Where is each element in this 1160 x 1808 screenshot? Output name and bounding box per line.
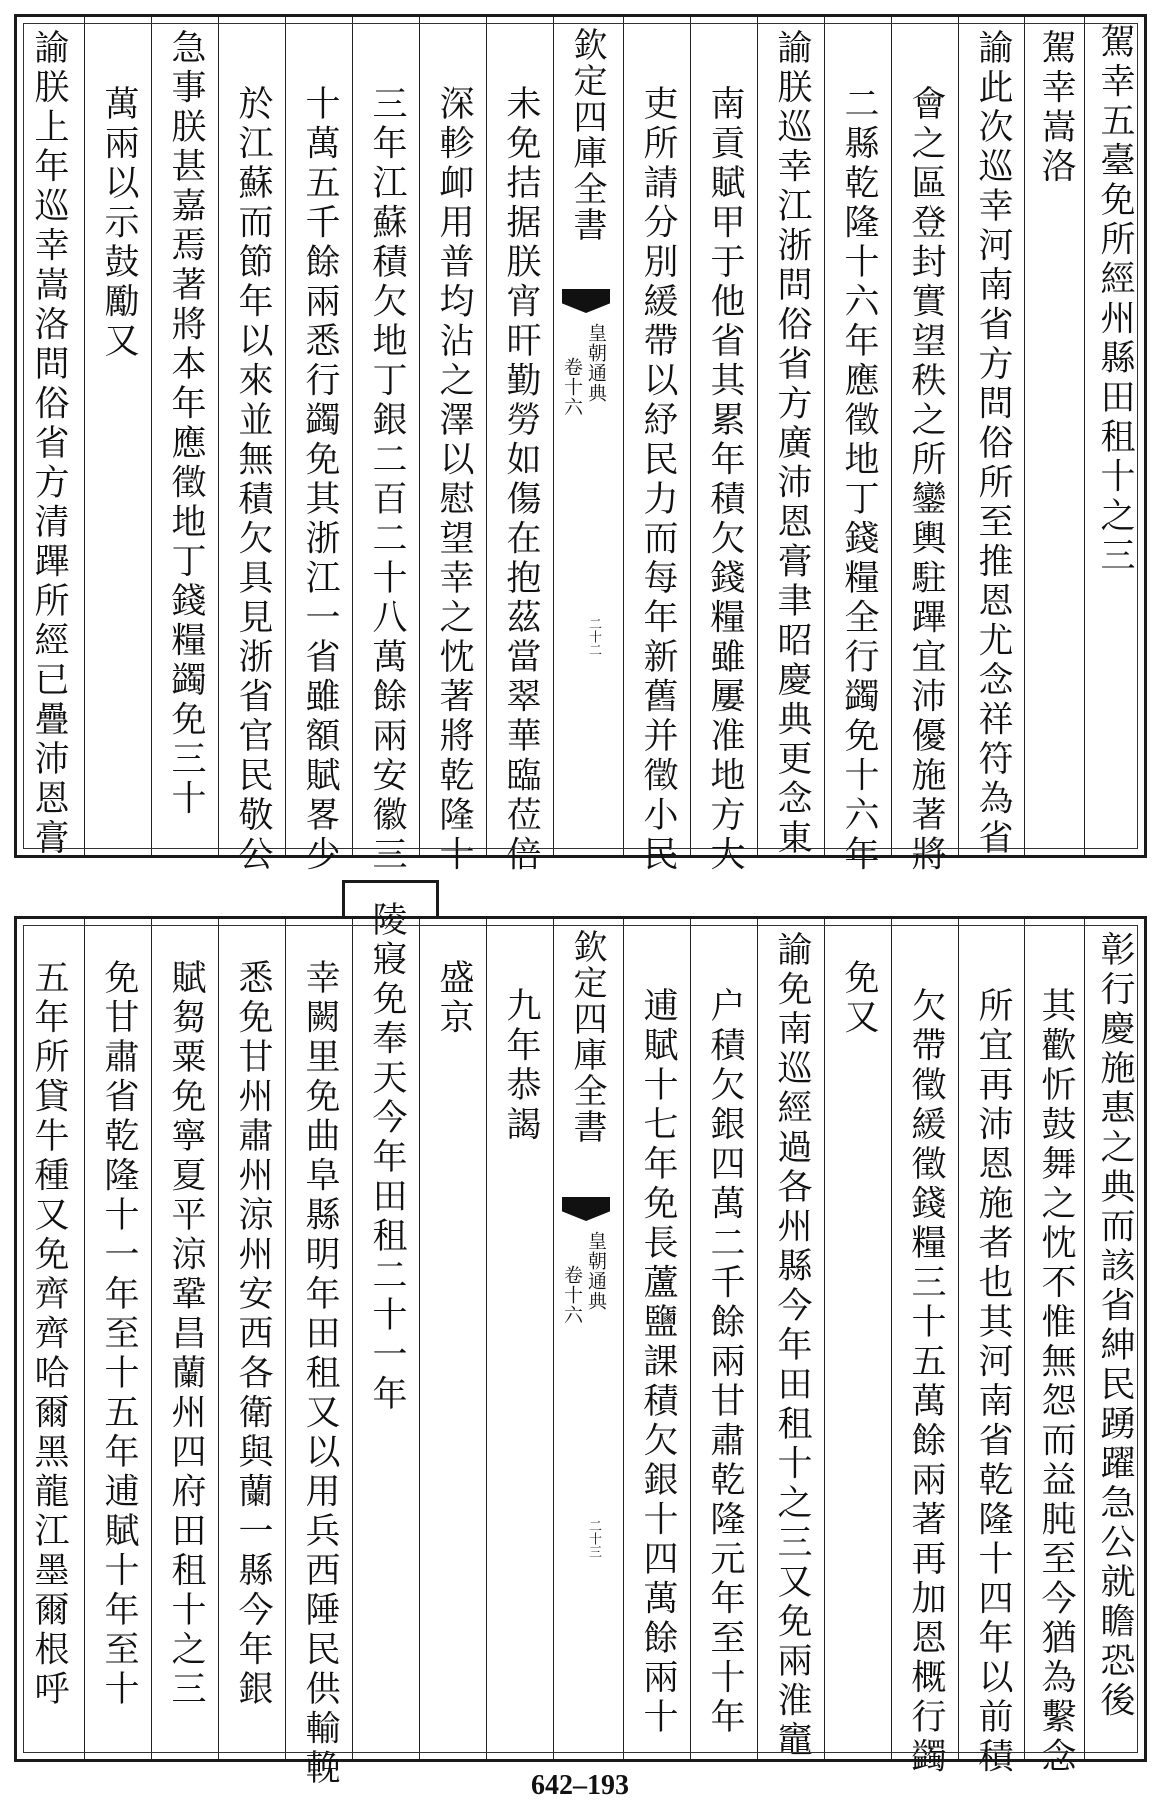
text-column <box>352 17 419 875</box>
text-column <box>486 17 553 875</box>
column-text: 免甘肅省乾隆十一年至十五年逋賦十年至十 <box>99 959 139 1710</box>
column-text: 三年江蘇積欠地丁銀二百二十八萬餘兩安徽三 <box>367 85 407 875</box>
top-page <box>14 14 1147 875</box>
text-column <box>1084 17 1144 855</box>
text-column <box>690 17 757 875</box>
gutter-volume: 卷十六 <box>561 1265 583 1325</box>
text-column <box>958 919 1024 1777</box>
text-column <box>757 919 824 1759</box>
text-column <box>1024 17 1084 855</box>
column-text: 逋賦十七年免長蘆鹽課積欠銀十四萬餘兩十 <box>638 987 678 1738</box>
text-column <box>1084 919 1144 1759</box>
column-text: 深軫卹用普均沾之澤以慰望幸之忱著將乾隆十 <box>434 85 474 875</box>
gutter-volume: 卷十六 <box>561 357 583 417</box>
text-column <box>824 919 891 1759</box>
column-text: 盛京 <box>434 959 474 1038</box>
text-column <box>17 17 84 859</box>
column-text: 會之區登封實望秩之所鑾輿駐蹕宜沛優施著將 <box>906 85 946 875</box>
text-column <box>218 919 285 1759</box>
text-column <box>1024 919 1084 1777</box>
text-column <box>486 919 553 1759</box>
column-text: 駕幸五臺免所經州縣田租十之三 <box>1095 23 1135 576</box>
column-text: 於江蘇而節年以來並無積欠具見浙省官民敬公 <box>233 85 273 875</box>
page-reference: 642–193 <box>531 1770 629 1801</box>
column-text: 五年所貸牛種又免齊齊哈爾黑龍江墨爾根呼 <box>29 959 69 1710</box>
fish-tail-mark <box>562 289 610 313</box>
gutter-page-number: 二十二 <box>586 617 601 656</box>
gutter-book: 皇朝通典 <box>585 1231 607 1311</box>
text-column <box>891 17 958 875</box>
gutter-title: 欽定四庫全書 <box>567 929 607 1145</box>
column-text: 其歡忻鼓舞之忱不惟無怨而益肫至今猶為繫念 <box>1036 987 1076 1777</box>
text-column <box>285 919 352 1789</box>
column-text: 欠帶徵緩徵錢糧三十五萬餘兩著再加恩概行蠲 <box>906 987 946 1777</box>
text-column <box>352 901 419 1759</box>
column-text: 户積欠銀四萬二千餘兩甘肅乾隆元年至十年 <box>705 987 745 1738</box>
column-text: 駕幸嵩洛 <box>1036 29 1076 187</box>
fish-tail-mark <box>562 1197 610 1221</box>
text-column <box>824 17 891 875</box>
column-text: 吏所請分別緩帶以紓民力而每年新舊并徵小民 <box>638 85 678 875</box>
column-text: 十萬五千餘兩悉行蠲免其浙江一省雖額賦畧少 <box>300 85 340 875</box>
column-text: 急事朕甚嘉焉著將本年應徵地丁錢糧蠲免三十 <box>166 29 206 819</box>
text-column <box>419 17 486 875</box>
text-column <box>218 17 285 875</box>
text-column <box>757 17 824 859</box>
column-text: 彰行慶施惠之典而該省紳民踴躍急公就瞻恐後 <box>1095 931 1135 1721</box>
column-text: 諭朕巡幸江浙問俗省方廣沛恩膏聿昭慶典更念東 <box>772 29 812 859</box>
text-column <box>891 919 958 1777</box>
text-column <box>151 17 218 855</box>
text-column <box>285 17 352 875</box>
column-text: 諭此次巡幸河南省方問俗所至推恩尤念祥符為省 <box>973 29 1013 859</box>
column-text: 未免拮据朕宵旰勤勞如傷在抱茲當翠華臨莅倍 <box>501 85 541 875</box>
center-gutter <box>553 17 623 855</box>
column-text: 陵寢免奉天今年田租二十一年 <box>367 901 407 1415</box>
column-text: 諭朕上年巡幸嵩洛問俗省方清蹕所經已疊沛恩膏 <box>29 29 69 859</box>
center-gutter <box>553 919 623 1759</box>
text-column <box>17 919 84 1759</box>
text-column <box>690 919 757 1759</box>
column-text: 南貢賦甲于他省其累年積欠錢糧雖屢准地方大 <box>705 85 745 875</box>
column-text: 九年恭謁 <box>501 987 541 1145</box>
column-text: 所宜再沛恩施者也其河南省乾隆十四年以前積 <box>973 987 1013 1777</box>
column-text: 諭免南巡經過各州縣今年田租十之三又免兩淮竈 <box>772 931 812 1761</box>
text-column <box>151 919 218 1759</box>
column-text: 萬兩以示鼓勵又 <box>99 85 139 362</box>
gutter-page-number: 二十三 <box>586 1519 601 1558</box>
column-text: 二縣乾隆十六年應徵地丁錢糧全行蠲免十六年 <box>839 85 879 875</box>
text-column <box>419 919 486 1759</box>
column-text: 幸闕里免曲阜縣明年田租又以用兵西陲民供輸輓 <box>300 959 340 1789</box>
text-column <box>84 17 151 855</box>
text-column <box>958 17 1024 859</box>
gutter-book: 皇朝通典 <box>585 323 607 403</box>
column-text: 悉免甘州肅州涼州安西各衛與蘭一縣今年銀 <box>233 959 273 1710</box>
text-column <box>623 919 690 1759</box>
gutter-title: 欽定四庫全書 <box>567 27 607 243</box>
text-column <box>623 17 690 875</box>
column-text: 賦芻粟免寧夏平涼鞏昌蘭州四府田租十之三 <box>166 959 206 1710</box>
text-column <box>84 919 151 1759</box>
column-text: 免又 <box>839 959 879 1038</box>
